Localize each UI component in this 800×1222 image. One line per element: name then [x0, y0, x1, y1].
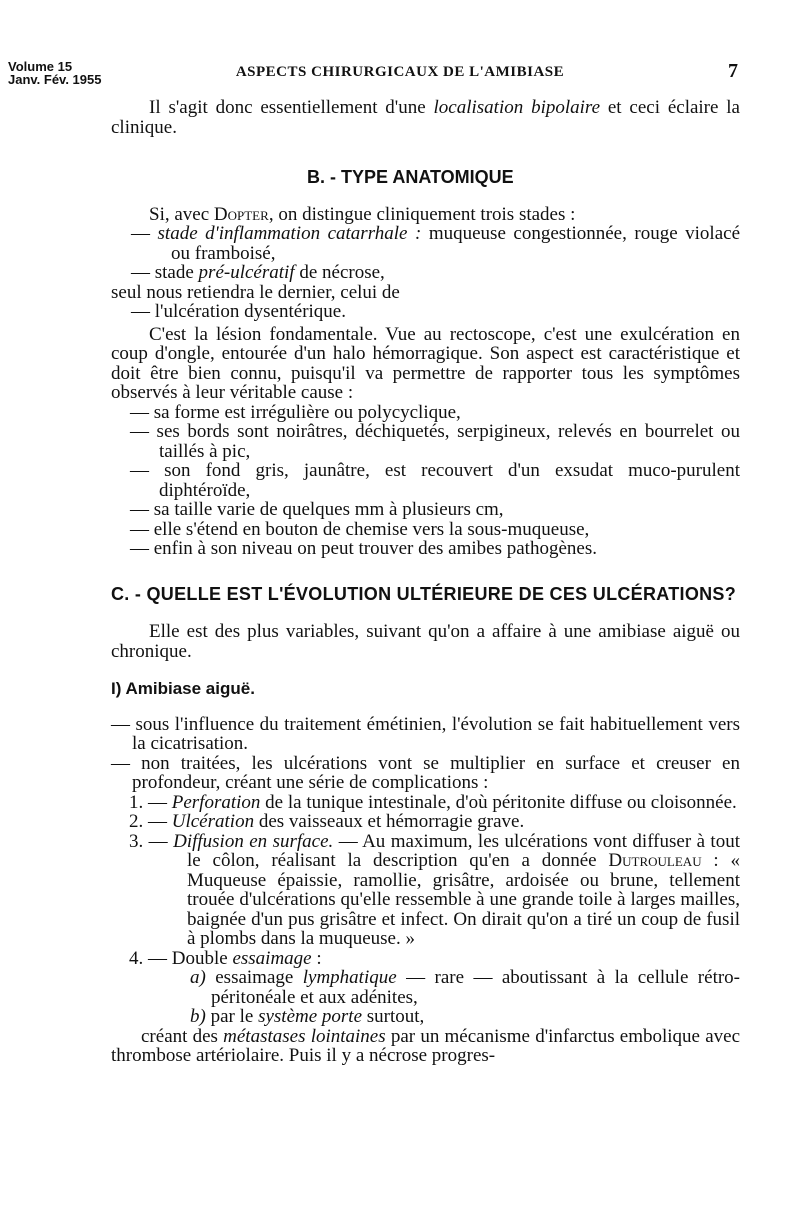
page-number: 7 — [728, 60, 738, 82]
running-title: ASPECTS CHIRURGICAUX DE L'AMIBIASE — [235, 64, 565, 80]
stage-item: — l'ulcération dysentérique. — [131, 301, 346, 322]
page-body — [111, 98, 740, 1066]
stages-intro: Si, avec Dopter, on distingue cliniquement trois stades : — [149, 203, 576, 225]
volume-label: Volume 15 — [8, 59, 73, 74]
stage-item: — stade d'inflammation catarrhale : muqueuse congestionnée, rouge violacé ou framboisé, — [131, 223, 741, 264]
intro-paragraph: Il s'agit donc essentiellement d'une localisation bipolaire et ceci éclaire la clinique. — [111, 97, 740, 138]
lesion-paragraph: C'est la lésion fondamentale. Vue au rectoscope, c'est une exulcération en coup d'ongle, entourée d'un halo hémorragique. Son aspect est caractéristique et doit être bien connu, puisqu'il va permettre de rapporter tous les symptômes observés à leur véritable cause : — [111, 323, 740, 403]
acute-item: — sous l'influence du traitement émétinien, l'évolution se fait habituellement vers la cicatrisation. — [111, 713, 740, 754]
complication-item: 3. — Diffusion en surface. — Au maximum, les ulcérations vont diffuser à tout le côlon, réalisant la description qu'en a donnée Dutrouleau : « Muqueuse épaissie, ramollie, grisâtre, ardoisée ou brune, tellement trouée d'ulcérations qu'elle ressemble à une grande toile à larges mailles, baignée d'un pus grisâtre et infect. On dirait qu'on a tiré un coup de fusil à plombs dans la muqueuse. » — [129, 830, 741, 949]
section-heading-c: C. - QUELLE EST L'ÉVOLUTION ULTÉRIEURE DE CES ULCÉRATIONS? — [111, 583, 737, 604]
lesion-bullet: — sa taille varie de quelques mm à plusieurs cm, — [130, 499, 504, 520]
complication-item: 1. — Perforation de la tunique intestinale, d'où péritonite diffuse ou cloisonnée. — [129, 791, 737, 813]
lesion-bullet: — enfin à son niveau on peut trouver des amibes pathogènes. — [130, 538, 597, 559]
subheading-acute: I) Amibiase aiguë. — [111, 679, 255, 698]
author-name: Dutrouleau — [608, 850, 702, 871]
acute-item: — non traitées, les ulcérations vont se multiplier en surface et creuser en profondeur, créant une série de complications : — [111, 752, 740, 793]
stage-item: — stade pré-ulcératif de nécrose, — [131, 262, 385, 283]
seeding-item: b) par le système porte surtout, — [190, 1006, 425, 1027]
lesion-bullet: — sa forme est irrégulière ou polycyclique, — [130, 401, 461, 423]
evolution-paragraph: Elle est des plus variables, suivant qu'on a affaire à une amibiase aiguë ou chronique. — [111, 621, 740, 662]
complication-item: 4. — Double essaimage : — [129, 947, 322, 969]
complication-item: 2. — Ulcération des vaisseaux et hémorragie grave. — [129, 811, 525, 832]
stage-note: seul nous retiendra le dernier, celui de — [111, 281, 400, 303]
lesion-bullet: — ses bords sont noirâtres, déchiquetés, serpigineux, relevés en bourrelet ou taillés à pic, — [130, 421, 740, 462]
lesion-bullet: — elle s'étend en bouton de chemise vers la sous-muqueuse, — [130, 518, 590, 540]
seeding-item: a) essaimage lymphatique — rare — aboutissant à la cellule rétro-péritonéale et aux adénites, — [190, 967, 740, 1008]
author-name: Dopter — [213, 203, 269, 225]
closing-paragraph: créant des métastases lointaines par un mécanisme d'infarctus embolique avec thrombose artériolaire. Puis il y a nécrose progres- — [111, 1025, 741, 1066]
section-heading-b: B. - TYPE ANATOMIQUE — [307, 167, 514, 187]
lesion-bullet: — son fond gris, jaunâtre, est recouvert d'un exsudat muco-purulent diphtéroïde, — [130, 460, 740, 501]
issue-date: Janv. Fév. 1955 — [8, 72, 102, 87]
